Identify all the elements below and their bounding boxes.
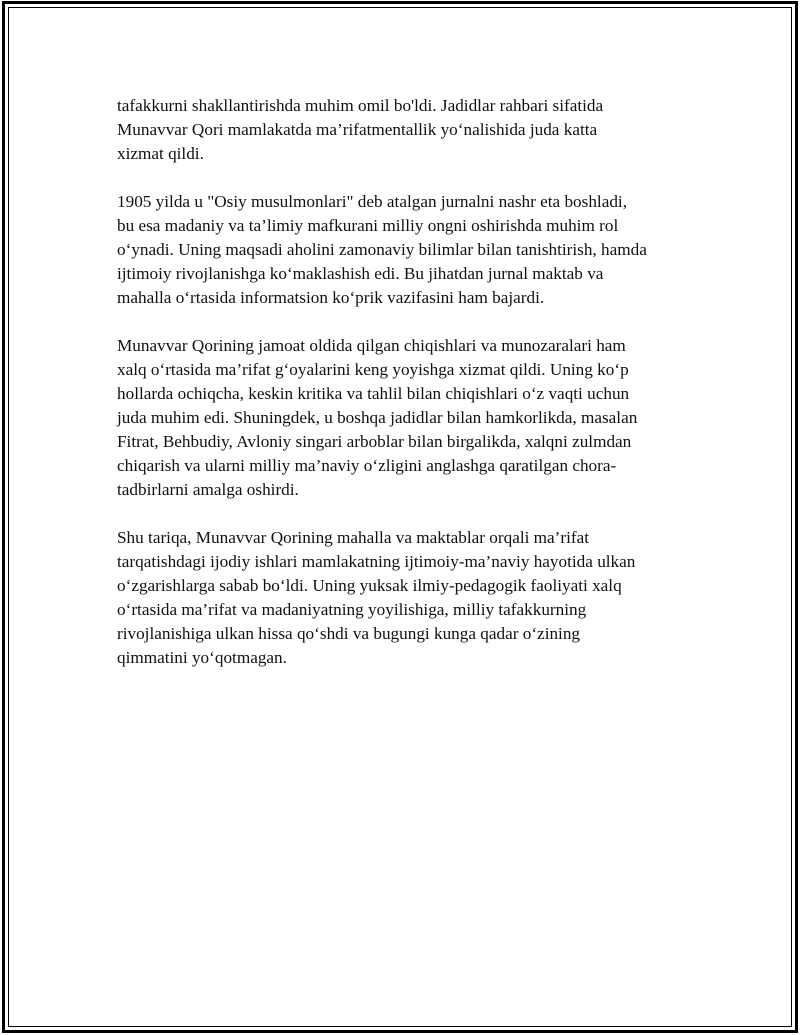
text-line: xalq o‘rtasida ma’rifat g‘oyalarini keng yoyishga xizmat qildi. Uning ko‘p xyxy=(117,360,629,379)
text-line: hollarda ochiqcha, keskin kritika va tahlil bilan chiqishlari o‘z vaqti uchun xyxy=(117,384,630,403)
text-line: tafakkurni shakllantirishda muhim omil bo'ldi. Jadidlar rahbari sifatida xyxy=(117,96,604,115)
text-line: mahalla o‘rtasida informatsion ko‘prik vazifasini ham bajardi. xyxy=(117,288,545,307)
text-line: Shu tariqa, Munavvar Qorining mahalla va maktablar orqali ma’rifat xyxy=(117,528,590,547)
paragraph-4 xyxy=(117,526,697,670)
paragraph-1 xyxy=(117,94,697,166)
text-line: ijtimoiy rivojlanishga ko‘maklashish edi. Bu jihatdan jurnal maktab va xyxy=(117,264,604,283)
text-line: Munavvar Qorining jamoat oldida qilgan chiqishlari va munozaralari ham xyxy=(117,336,626,355)
text-line: 1905 yilda u "Osiy musulmonlari" deb atalgan jurnalni nashr eta boshladi, xyxy=(117,192,627,211)
text-line: o‘ynadi. Uning maqsadi aholini zamonaviy bilimlar bilan tanishtirish, hamda xyxy=(117,240,647,259)
text-line: xizmat qildi. xyxy=(117,144,204,163)
text-line: tarqatishdagi ijodiy ishlari mamlakatning ijtimoiy-ma’naviy hayotida ulkan xyxy=(117,552,636,571)
text-line: rivojlanishiga ulkan hissa qo‘shdi va bugungi kunga qadar o‘zining xyxy=(117,624,581,643)
text-line: Fitrat, Behbudiy, Avloniy singari arboblar bilan birgalikda, xalqni zulmdan xyxy=(117,432,632,451)
paragraph-3 xyxy=(117,334,697,502)
text-line: Munavvar Qori mamlakatda ma’rifatmentallik yo‘nalishida juda katta xyxy=(117,120,598,139)
text-line: o‘zgarishlarga sabab bo‘ldi. Uning yuksak ilmiy-pedagogik faoliyati xalq xyxy=(117,576,622,595)
text-line: tadbirlarni amalga oshirdi. xyxy=(117,480,299,499)
text-line: juda muhim edi. Shuningdek, u boshqa jadidlar bilan hamkorlikda, masalan xyxy=(117,408,638,427)
text-line: bu esa madaniy va ta’limiy mafkurani milliy ongni oshirishda muhim rol xyxy=(117,216,619,235)
text-line: o‘rtasida ma’rifat va madaniyatning yoyilishiga, milliy tafakkurning xyxy=(117,600,587,619)
text-line: qimmatini yo‘qotmagan. xyxy=(117,648,287,667)
document-body xyxy=(117,94,697,694)
paragraph-2 xyxy=(117,190,697,310)
text-line: chiqarish va ularni milliy ma’naviy o‘zligini anglashga qaratilgan chora- xyxy=(117,456,617,475)
